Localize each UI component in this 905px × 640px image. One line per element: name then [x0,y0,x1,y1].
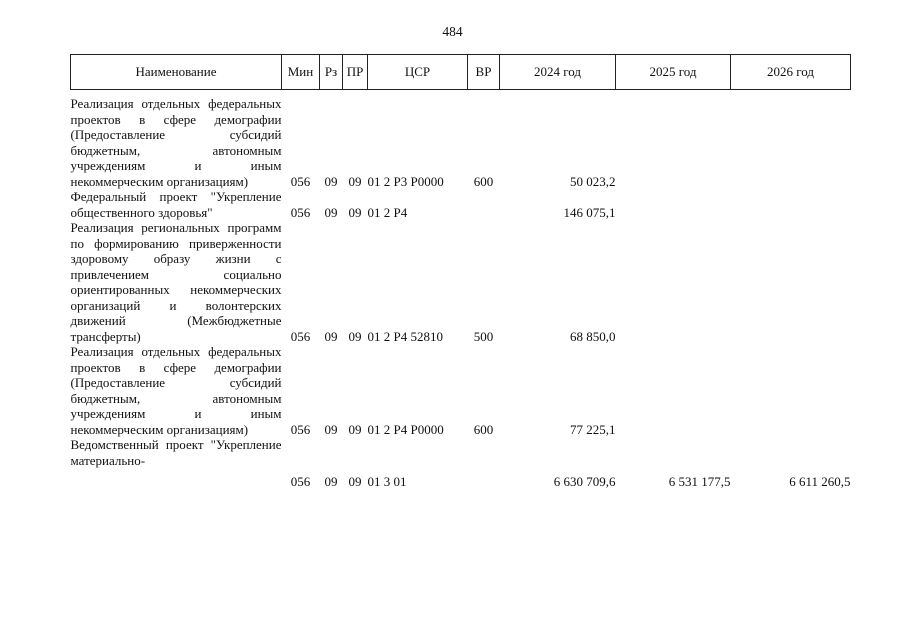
table-header-row [71,55,851,90]
row-csr: 01 2 Р4 [367,204,408,220]
row-pr: 09 [348,173,362,189]
row-2025 [616,189,731,220]
column-header-rz: Рз [320,55,343,90]
column-header-2025: 2025 год [616,55,731,90]
row-rz: 09 [324,173,338,189]
row-vr: 500 [473,328,494,344]
row-min: 056 [290,474,311,489]
row-2026 [731,344,851,437]
row-min: 056 [290,421,311,437]
column-header-vr: ВР [468,55,500,90]
page-number: 484 [442,24,463,39]
row-csr: 01 2 Р4 Р0000 [367,421,444,437]
row-vr: 600 [473,173,494,189]
row-pr: 09 [348,474,362,489]
column-header-min: Мин [282,55,320,90]
table-row [71,90,851,190]
column-header-2026: 2026 год [731,55,851,90]
row-vr: 600 [473,421,494,437]
column-header-name: Наименование [71,55,282,90]
row-2025: 6 531 177,5 [668,474,731,489]
table-row [71,220,851,344]
row-2024: 68 850,0 [570,328,616,344]
row-2024: 50 023,2 [570,173,616,189]
row-rz: 09 [324,204,338,220]
row-pr: 09 [348,204,362,220]
column-header-csr: ЦСР [368,55,468,90]
row-rz: 09 [324,328,338,344]
row-min: 056 [290,204,311,220]
row-2026 [731,220,851,344]
row-name: Ведомственный проект "Укрепление материально- [70,437,282,468]
row-2024: 6 630 709,6 [553,474,616,489]
row-rz: 09 [324,474,338,489]
row-name: Реализация отдельных федеральных проектов в сфере демографии (Предоставление субсидий бюджетным, автономным учреждениям и иным некоммерческим организациям) [70,96,282,189]
row-2025 [616,220,731,344]
row-name: Федеральный проект "Укрепление общественного здоровья" [70,189,282,220]
column-header-2024: 2024 год [500,55,616,90]
table-row [71,437,851,490]
table-row [71,189,851,220]
row-2026 [731,90,851,190]
row-name: Реализация региональных программ по формированию приверженности здоровому образу жизни с привлечением социально ориентированных некоммерческих организаций и волонтерских движений (Межбюджетные трансферты) [70,220,282,344]
row-2026 [731,189,851,220]
row-csr: 01 3 01 [367,474,407,489]
row-rz: 09 [324,421,338,437]
column-header-pr: ПР [343,55,368,90]
row-vr [468,189,500,220]
row-name: Реализация отдельных федеральных проектов в сфере демографии (Предоставление субсидий бюджетным, автономным учреждениям и иным некоммерческим организациям) [70,344,282,437]
table-row [71,344,851,437]
row-2025 [616,90,731,190]
budget-table [70,54,851,490]
row-csr: 01 2 Р4 52810 [367,328,443,344]
row-pr: 09 [348,421,362,437]
row-2026: 6 611 260,5 [789,474,851,489]
row-min: 056 [290,328,311,344]
row-pr: 09 [348,328,362,344]
row-2024: 146 075,1 [563,204,616,220]
row-vr [468,437,500,490]
row-2024: 77 225,1 [570,421,616,437]
row-min: 056 [290,173,311,189]
row-csr: 01 2 Р3 Р0000 [367,173,444,189]
row-2025 [616,344,731,437]
